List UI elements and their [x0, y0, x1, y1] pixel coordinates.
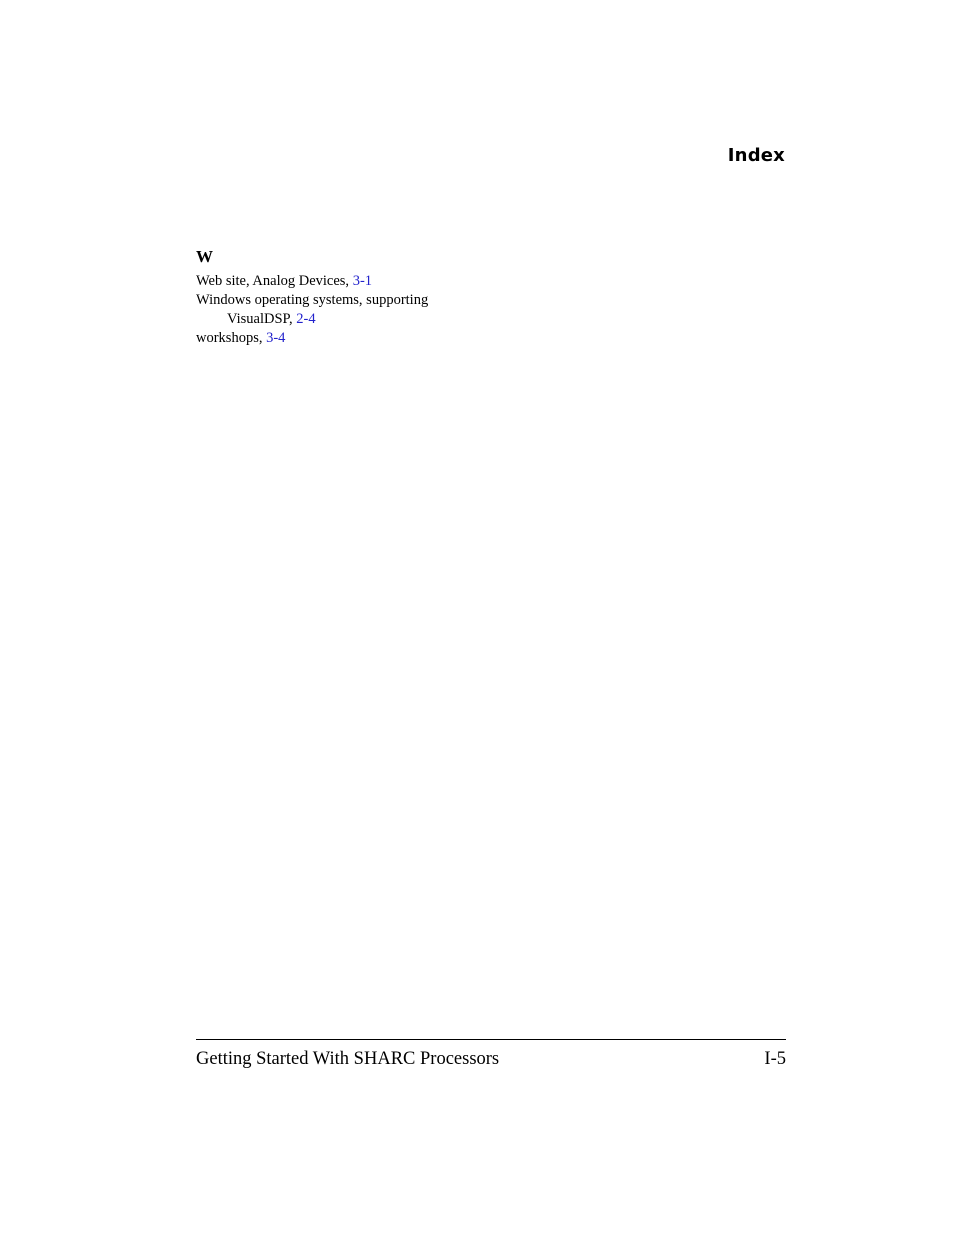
- index-entry-windows-operating-systems: [196, 291, 596, 329]
- page-reference-link[interactable]: 3-1: [352, 273, 373, 289]
- index-entry-workshops: [196, 329, 596, 348]
- footer-page-number: I-5: [764, 1049, 786, 1069]
- footer-divider: [196, 1039, 786, 1040]
- index-entry-text: workshops,: [196, 330, 267, 346]
- index-entry-continuation: [196, 310, 596, 329]
- index-section-letter: W: [196, 247, 213, 266]
- index-entry-web-site: [196, 272, 596, 291]
- index-entry-continuation-text: VisualDSP,: [227, 311, 297, 327]
- page-reference-link[interactable]: 3-4: [266, 330, 286, 346]
- page-footer: [196, 1046, 786, 1072]
- index-section-w: [196, 246, 596, 348]
- footer-book-title: Getting Started With SHARC Processors: [196, 1049, 500, 1069]
- index-entry-text: Windows operating systems, supporting: [196, 292, 429, 308]
- index-entry-text: Web site, Analog Devices,: [196, 273, 353, 289]
- running-header-title: Index: [727, 145, 785, 166]
- page-reference-link[interactable]: 2-4: [296, 311, 316, 327]
